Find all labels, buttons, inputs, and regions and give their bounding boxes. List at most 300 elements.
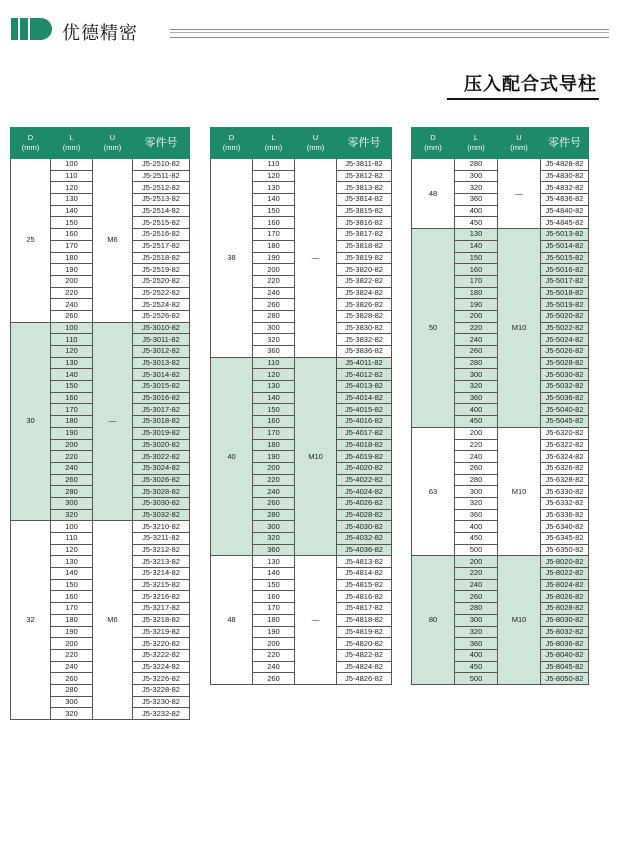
part-number-cell: J5-4826-82 <box>337 673 392 685</box>
part-number-cell: J5-4011-82 <box>337 357 392 369</box>
length-cell: 150 <box>455 252 498 264</box>
length-cell: 300 <box>51 696 93 708</box>
thread-cell: — <box>93 322 133 521</box>
part-number-cell: J5-8026-82 <box>541 591 589 603</box>
part-number-cell: J5-3211-82 <box>133 533 190 545</box>
part-number-cell: J5-2510-82 <box>133 159 190 171</box>
length-cell: 300 <box>455 369 498 381</box>
length-cell: 150 <box>253 404 295 416</box>
part-number-cell: J5-4814-82 <box>337 568 392 580</box>
length-cell: 190 <box>51 264 93 276</box>
part-number-cell: J5-4836-82 <box>541 194 589 206</box>
part-number-cell: J5-2518-82 <box>133 252 190 264</box>
diameter-cell: 38 <box>211 159 253 358</box>
part-number-cell: J5-6330-82 <box>541 486 589 498</box>
length-cell: 240 <box>253 486 295 498</box>
spec-table-1 <box>10 127 190 720</box>
part-number-cell: J5-3812-82 <box>337 170 392 182</box>
part-number-cell: J5-3018-82 <box>133 416 190 428</box>
part-number-cell: J5-3832-82 <box>337 334 392 346</box>
length-cell: 120 <box>253 170 295 182</box>
length-cell: 200 <box>455 556 498 568</box>
part-number-cell: J5-5045-82 <box>541 416 589 428</box>
length-cell: 160 <box>253 416 295 428</box>
part-number-cell: J5-3226-82 <box>133 673 190 685</box>
part-number-cell: J5-2524-82 <box>133 299 190 311</box>
diameter-cell: 48 <box>211 556 253 685</box>
part-number-cell: J5-3015-82 <box>133 381 190 393</box>
part-number-cell: J5-3220-82 <box>133 638 190 650</box>
table-body <box>11 159 190 720</box>
col-header-part-number: 零件号 <box>541 128 589 159</box>
length-cell: 300 <box>455 170 498 182</box>
length-cell: 180 <box>455 287 498 299</box>
part-number-cell: J5-5032-82 <box>541 381 589 393</box>
part-number-cell: J5-4022-82 <box>337 474 392 486</box>
part-number-cell: J5-5019-82 <box>541 299 589 311</box>
part-number-cell: J5-3020-82 <box>133 439 190 451</box>
part-number-cell: J5-6326-82 <box>541 462 589 474</box>
length-cell: 110 <box>51 170 93 182</box>
part-number-cell: J5-5040-82 <box>541 404 589 416</box>
length-cell: 160 <box>455 264 498 276</box>
length-cell: 300 <box>253 322 295 334</box>
length-cell: 300 <box>455 614 498 626</box>
length-cell: 110 <box>253 159 295 171</box>
length-cell: 260 <box>51 310 93 322</box>
diameter-cell: 32 <box>11 521 51 720</box>
part-number-cell: J5-8036-82 <box>541 638 589 650</box>
part-number-cell: J5-8050-82 <box>541 673 589 685</box>
part-number-cell: J5-4840-82 <box>541 205 589 217</box>
col-header-u: U (mm) <box>295 128 337 159</box>
length-cell: 200 <box>455 310 498 322</box>
part-number-cell: J5-4028-82 <box>337 509 392 521</box>
length-cell: 170 <box>455 275 498 287</box>
length-cell: 240 <box>51 462 93 474</box>
length-cell: 150 <box>253 205 295 217</box>
part-number-cell: J5-4824-82 <box>337 661 392 673</box>
part-number-cell: J5-3818-82 <box>337 240 392 252</box>
part-number-cell: J5-4024-82 <box>337 486 392 498</box>
length-cell: 150 <box>51 579 93 591</box>
length-cell: 240 <box>455 579 498 591</box>
length-cell: 450 <box>455 217 498 229</box>
part-number-cell: J5-4813-82 <box>337 556 392 568</box>
length-cell: 130 <box>51 357 93 369</box>
length-cell: 360 <box>455 392 498 404</box>
brand-name: 优德精密 <box>62 23 138 44</box>
length-cell: 280 <box>253 509 295 521</box>
part-number-cell: J5-2515-82 <box>133 217 190 229</box>
table-row <box>11 521 190 533</box>
length-cell: 300 <box>455 486 498 498</box>
length-cell: 130 <box>253 381 295 393</box>
thread-cell: — <box>295 159 337 358</box>
length-cell: 220 <box>51 451 93 463</box>
length-cell: 170 <box>253 603 295 615</box>
length-cell: 120 <box>51 346 93 358</box>
table-row <box>412 159 589 171</box>
length-cell: 450 <box>455 661 498 673</box>
part-number-cell: J5-2511-82 <box>133 170 190 182</box>
length-cell: 260 <box>455 462 498 474</box>
part-number-cell: J5-5017-82 <box>541 275 589 287</box>
length-cell: 160 <box>51 591 93 603</box>
part-number-cell: J5-5015-82 <box>541 252 589 264</box>
length-cell: 260 <box>51 474 93 486</box>
length-cell: 320 <box>253 334 295 346</box>
part-number-cell: J5-6332-82 <box>541 497 589 509</box>
part-number-cell: J5-4815-82 <box>337 579 392 591</box>
length-cell: 130 <box>51 194 93 206</box>
length-cell: 200 <box>253 462 295 474</box>
diameter-cell: 40 <box>211 357 253 556</box>
part-number-cell: J5-4817-82 <box>337 603 392 615</box>
part-number-cell: J5-3811-82 <box>337 159 392 171</box>
part-number-cell: J5-4016-82 <box>337 416 392 428</box>
col-header-l: L (mm) <box>51 128 93 159</box>
part-number-cell: J5-3816-82 <box>337 217 392 229</box>
table-row <box>211 357 392 369</box>
length-cell: 400 <box>455 521 498 533</box>
part-number-cell: J5-3828-82 <box>337 310 392 322</box>
part-number-cell: J5-6320-82 <box>541 427 589 439</box>
part-number-cell: J5-2516-82 <box>133 229 190 241</box>
header-divider <box>170 29 609 38</box>
length-cell: 200 <box>51 275 93 287</box>
part-number-cell: J5-4828-82 <box>541 159 589 171</box>
part-number-cell: J5-4032-82 <box>337 533 392 545</box>
diameter-cell: 50 <box>412 229 455 428</box>
part-number-cell: J5-4819-82 <box>337 626 392 638</box>
length-cell: 190 <box>51 626 93 638</box>
part-number-cell: J5-3213-82 <box>133 556 190 568</box>
part-number-cell: J5-3836-82 <box>337 346 392 358</box>
length-cell: 240 <box>455 334 498 346</box>
part-number-cell: J5-8020-82 <box>541 556 589 568</box>
length-cell: 280 <box>51 486 93 498</box>
part-number-cell: J5-4026-82 <box>337 497 392 509</box>
length-cell: 150 <box>51 217 93 229</box>
length-cell: 150 <box>253 579 295 591</box>
part-number-cell: J5-4019-82 <box>337 451 392 463</box>
length-cell: 450 <box>455 416 498 428</box>
part-number-cell: J5-5018-82 <box>541 287 589 299</box>
length-cell: 190 <box>253 451 295 463</box>
part-number-cell: J5-5024-82 <box>541 334 589 346</box>
length-cell: 110 <box>253 357 295 369</box>
length-cell: 200 <box>51 638 93 650</box>
part-number-cell: J5-3214-82 <box>133 568 190 580</box>
page-title: 压入配合式导柱 <box>464 74 597 95</box>
part-number-cell: J5-3028-82 <box>133 486 190 498</box>
length-cell: 110 <box>51 533 93 545</box>
spec-table-3 <box>411 127 589 685</box>
table-body <box>412 159 589 685</box>
length-cell: 320 <box>455 182 498 194</box>
col-header-u: U (mm) <box>93 128 133 159</box>
part-number-cell: J5-5022-82 <box>541 322 589 334</box>
length-cell: 240 <box>51 661 93 673</box>
col-header-part-number: 零件号 <box>337 128 392 159</box>
length-cell: 280 <box>455 603 498 615</box>
length-cell: 240 <box>253 661 295 673</box>
length-cell: 200 <box>51 439 93 451</box>
length-cell: 180 <box>253 439 295 451</box>
part-number-cell: J5-5030-82 <box>541 369 589 381</box>
part-number-cell: J5-3824-82 <box>337 287 392 299</box>
length-cell: 360 <box>253 544 295 556</box>
length-cell: 220 <box>253 474 295 486</box>
diameter-cell: 48 <box>412 159 455 229</box>
part-number-cell: J5-3032-82 <box>133 509 190 521</box>
length-cell: 280 <box>253 310 295 322</box>
length-cell: 140 <box>51 369 93 381</box>
part-number-cell: J5-4818-82 <box>337 614 392 626</box>
part-number-cell: J5-3019-82 <box>133 427 190 439</box>
part-number-cell: J5-3232-82 <box>133 708 190 720</box>
part-number-cell: J5-8030-82 <box>541 614 589 626</box>
table-row <box>11 159 190 171</box>
length-cell: 300 <box>253 521 295 533</box>
part-number-cell: J5-4036-82 <box>337 544 392 556</box>
length-cell: 280 <box>455 159 498 171</box>
part-number-cell: J5-6345-82 <box>541 533 589 545</box>
part-number-cell: J5-3210-82 <box>133 521 190 533</box>
length-cell: 150 <box>51 381 93 393</box>
length-cell: 140 <box>253 194 295 206</box>
part-number-cell: J5-2512-82 <box>133 182 190 194</box>
length-cell: 260 <box>253 497 295 509</box>
length-cell: 240 <box>253 287 295 299</box>
part-number-cell: J5-6336-82 <box>541 509 589 521</box>
thread-cell: M10 <box>498 427 541 556</box>
length-cell: 360 <box>455 638 498 650</box>
part-number-cell: J5-3815-82 <box>337 205 392 217</box>
part-number-cell: J5-6350-82 <box>541 544 589 556</box>
part-number-cell: J5-8032-82 <box>541 626 589 638</box>
table-row <box>211 556 392 568</box>
part-number-cell: J5-4030-82 <box>337 521 392 533</box>
length-cell: 200 <box>253 264 295 276</box>
part-number-cell: J5-3024-82 <box>133 462 190 474</box>
part-number-cell: J5-3820-82 <box>337 264 392 276</box>
length-cell: 140 <box>51 568 93 580</box>
length-cell: 120 <box>51 544 93 556</box>
part-number-cell: J5-3016-82 <box>133 392 190 404</box>
part-number-cell: J5-4013-82 <box>337 381 392 393</box>
length-cell: 280 <box>455 474 498 486</box>
length-cell: 180 <box>51 252 93 264</box>
part-number-cell: J5-4015-82 <box>337 404 392 416</box>
table-row <box>211 159 392 171</box>
length-cell: 220 <box>51 287 93 299</box>
part-number-cell: J5-8022-82 <box>541 568 589 580</box>
part-number-cell: J5-3022-82 <box>133 451 190 463</box>
part-number-cell: J5-4020-82 <box>337 462 392 474</box>
length-cell: 320 <box>253 533 295 545</box>
part-number-cell: J5-3030-82 <box>133 497 190 509</box>
part-number-cell: J5-3230-82 <box>133 696 190 708</box>
length-cell: 200 <box>455 427 498 439</box>
table-row <box>412 229 589 241</box>
length-cell: 220 <box>455 439 498 451</box>
length-cell: 400 <box>455 649 498 661</box>
length-cell: 220 <box>253 275 295 287</box>
col-header-d: D (mm) <box>211 128 253 159</box>
part-number-cell: J5-3010-82 <box>133 322 190 334</box>
length-cell: 260 <box>253 673 295 685</box>
part-number-cell: J5-3217-82 <box>133 603 190 615</box>
length-cell: 110 <box>51 334 93 346</box>
part-number-cell: J5-3215-82 <box>133 579 190 591</box>
part-number-cell: J5-4822-82 <box>337 649 392 661</box>
thread-cell: — <box>295 556 337 685</box>
length-cell: 140 <box>455 240 498 252</box>
length-cell: 160 <box>51 229 93 241</box>
part-number-cell: J5-3014-82 <box>133 369 190 381</box>
part-number-cell: J5-5014-82 <box>541 240 589 252</box>
length-cell: 320 <box>51 708 93 720</box>
length-cell: 190 <box>253 626 295 638</box>
title-underline <box>447 98 599 100</box>
part-number-cell: J5-3830-82 <box>337 322 392 334</box>
length-cell: 180 <box>51 614 93 626</box>
part-number-cell: J5-3216-82 <box>133 591 190 603</box>
part-number-cell: J5-5036-82 <box>541 392 589 404</box>
part-number-cell: J5-2526-82 <box>133 310 190 322</box>
length-cell: 190 <box>51 427 93 439</box>
thread-cell: M10 <box>498 556 541 685</box>
part-number-cell: J5-3817-82 <box>337 229 392 241</box>
company-logo <box>11 18 57 40</box>
length-cell: 240 <box>51 299 93 311</box>
part-number-cell: J5-4830-82 <box>541 170 589 182</box>
part-number-cell: J5-5016-82 <box>541 264 589 276</box>
length-cell: 190 <box>253 252 295 264</box>
part-number-cell: J5-2520-82 <box>133 275 190 287</box>
part-number-cell: J5-4820-82 <box>337 638 392 650</box>
length-cell: 180 <box>253 240 295 252</box>
length-cell: 360 <box>253 346 295 358</box>
length-cell: 170 <box>51 603 93 615</box>
part-number-cell: J5-3012-82 <box>133 346 190 358</box>
length-cell: 320 <box>51 509 93 521</box>
part-number-cell: J5-6340-82 <box>541 521 589 533</box>
length-cell: 320 <box>455 381 498 393</box>
length-cell: 170 <box>253 229 295 241</box>
part-number-cell: J5-6324-82 <box>541 451 589 463</box>
part-number-cell: J5-3826-82 <box>337 299 392 311</box>
length-cell: 140 <box>253 568 295 580</box>
length-cell: 160 <box>253 217 295 229</box>
part-number-cell: J5-5020-82 <box>541 310 589 322</box>
spec-table-2 <box>210 127 392 685</box>
length-cell: 120 <box>253 369 295 381</box>
part-number-cell: J5-3026-82 <box>133 474 190 486</box>
length-cell: 140 <box>253 392 295 404</box>
part-number-cell: J5-8040-82 <box>541 649 589 661</box>
length-cell: 170 <box>253 427 295 439</box>
table-row <box>412 427 589 439</box>
part-number-cell: J5-3011-82 <box>133 334 190 346</box>
length-cell: 180 <box>51 416 93 428</box>
diameter-cell: 80 <box>412 556 455 685</box>
length-cell: 320 <box>455 497 498 509</box>
length-cell: 400 <box>455 404 498 416</box>
length-cell: 100 <box>51 521 93 533</box>
thread-cell: M6 <box>93 521 133 720</box>
part-number-cell: J5-3228-82 <box>133 684 190 696</box>
part-number-cell: J5-3017-82 <box>133 404 190 416</box>
part-number-cell: J5-5028-82 <box>541 357 589 369</box>
part-number-cell: J5-4845-82 <box>541 217 589 229</box>
diameter-cell: 25 <box>11 159 51 323</box>
part-number-cell: J5-3814-82 <box>337 194 392 206</box>
length-cell: 220 <box>253 649 295 661</box>
length-cell: 360 <box>455 194 498 206</box>
length-cell: 500 <box>455 673 498 685</box>
part-number-cell: J5-4014-82 <box>337 392 392 404</box>
length-cell: 160 <box>253 591 295 603</box>
part-number-cell: J5-2514-82 <box>133 205 190 217</box>
col-header-u: U (mm) <box>498 128 541 159</box>
length-cell: 300 <box>51 497 93 509</box>
part-number-cell: J5-2519-82 <box>133 264 190 276</box>
part-number-cell: J5-5013-82 <box>541 229 589 241</box>
length-cell: 220 <box>455 322 498 334</box>
length-cell: 240 <box>455 451 498 463</box>
thread-cell: M10 <box>295 357 337 556</box>
table-row <box>412 556 589 568</box>
length-cell: 280 <box>51 684 93 696</box>
length-cell: 400 <box>455 205 498 217</box>
length-cell: 130 <box>253 182 295 194</box>
length-cell: 200 <box>253 638 295 650</box>
length-cell: 450 <box>455 533 498 545</box>
length-cell: 180 <box>253 614 295 626</box>
length-cell: 500 <box>455 544 498 556</box>
part-number-cell: J5-4012-82 <box>337 369 392 381</box>
length-cell: 320 <box>455 626 498 638</box>
part-number-cell: J5-2522-82 <box>133 287 190 299</box>
length-cell: 100 <box>51 159 93 171</box>
diameter-cell: 30 <box>11 322 51 521</box>
part-number-cell: J5-8024-82 <box>541 579 589 591</box>
part-number-cell: J5-4832-82 <box>541 182 589 194</box>
length-cell: 260 <box>51 673 93 685</box>
length-cell: 260 <box>253 299 295 311</box>
part-number-cell: J5-3013-82 <box>133 357 190 369</box>
diameter-cell: 63 <box>412 427 455 556</box>
part-number-cell: J5-3218-82 <box>133 614 190 626</box>
part-number-cell: J5-3819-82 <box>337 252 392 264</box>
length-cell: 170 <box>51 240 93 252</box>
length-cell: 140 <box>51 205 93 217</box>
length-cell: 260 <box>455 346 498 358</box>
part-number-cell: J5-2517-82 <box>133 240 190 252</box>
length-cell: 120 <box>51 182 93 194</box>
length-cell: 360 <box>455 509 498 521</box>
thread-cell: M6 <box>93 159 133 323</box>
part-number-cell: J5-3813-82 <box>337 182 392 194</box>
length-cell: 220 <box>51 649 93 661</box>
part-number-cell: J5-3219-82 <box>133 626 190 638</box>
col-header-l: L (mm) <box>253 128 295 159</box>
length-cell: 100 <box>51 322 93 334</box>
col-header-part-number: 零件号 <box>133 128 190 159</box>
